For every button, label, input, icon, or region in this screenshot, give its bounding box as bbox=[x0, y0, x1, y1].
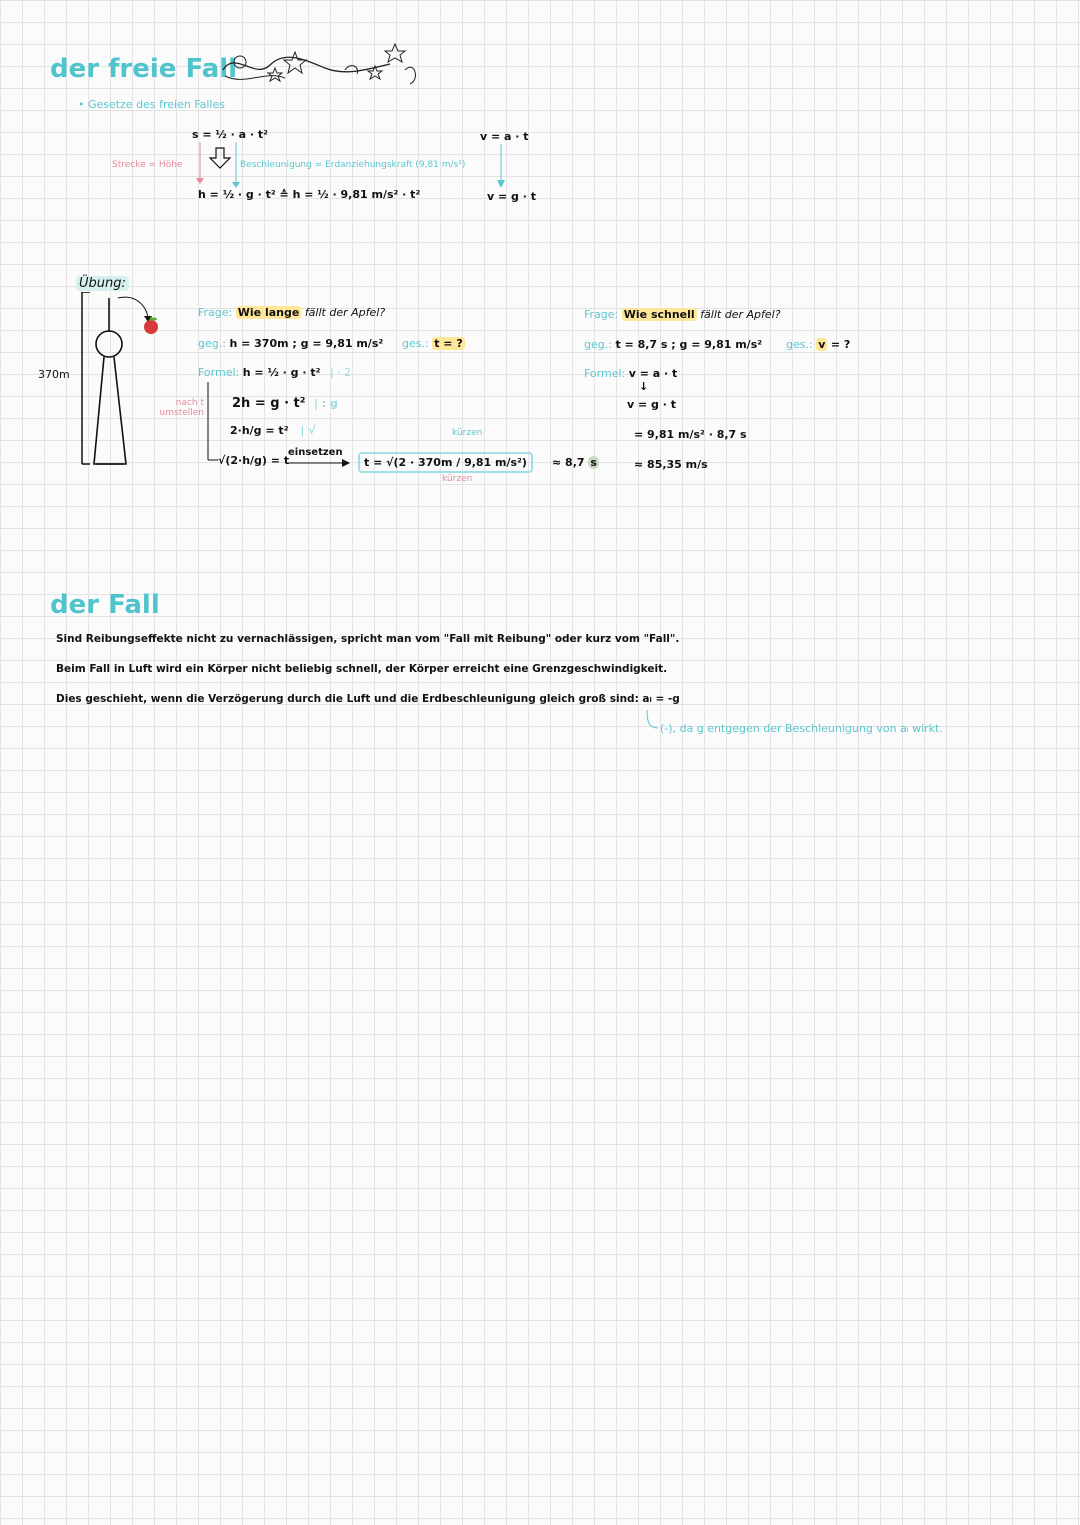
q2-formel-label: Formel: bbox=[584, 367, 626, 380]
q1-frage bbox=[198, 306, 385, 319]
q2-formel bbox=[584, 367, 677, 380]
q2-geg bbox=[584, 338, 762, 351]
q2-ges-label: ges.: bbox=[786, 338, 813, 351]
q1-formel-value: h = ½ · g · t² bbox=[242, 366, 321, 379]
formula-h: h = ½ · g · t² ≙ h = ½ · 9,81 m/s² · t² bbox=[198, 188, 421, 201]
exercise-label: Übung: bbox=[76, 276, 129, 291]
section2-title: der Fall bbox=[50, 590, 160, 620]
q2-frage-highlight: Wie schnell bbox=[623, 308, 695, 321]
q1-result-unit: s bbox=[590, 456, 597, 469]
note-arrow-icon bbox=[644, 710, 660, 734]
formula-s: s = ½ · a · t² bbox=[192, 128, 268, 141]
q1-formel bbox=[198, 366, 351, 379]
q1-step2-value: 2h = g · t² bbox=[232, 396, 306, 411]
einsetzen-arrow-icon bbox=[286, 458, 352, 468]
formula-v-gt: v = g · t bbox=[487, 190, 537, 203]
page-title: der freie Fall bbox=[50, 54, 238, 84]
note-beschleunigung: Beschleunigung = Erdanziehungskraft (9,81 m/s²) bbox=[240, 160, 466, 170]
subtitle: • Gesetze des freien Falles bbox=[78, 98, 225, 111]
q2-ges-suffix: = ? bbox=[830, 338, 851, 351]
q1-geg bbox=[198, 337, 383, 350]
q1-step4: √(2·h/g) = t bbox=[218, 454, 290, 467]
q2-step3: = 9,81 m/s² · 8,7 s bbox=[634, 428, 747, 441]
q1-step3 bbox=[230, 424, 316, 437]
q1-geg-label: geg.: bbox=[198, 337, 226, 350]
q1-op3: | √ bbox=[300, 424, 316, 437]
apple-icon bbox=[140, 314, 162, 336]
q1-result-expr: t = √(2 · 370m / 9,81 m/s²) bbox=[358, 452, 533, 473]
q2-frage-rest: fällt der Apfel? bbox=[700, 308, 781, 321]
q1-ges bbox=[402, 337, 465, 350]
q2-geg-value: t = 8,7 s ; g = 9,81 m/s² bbox=[615, 338, 763, 351]
q1-geg-value: h = 370m ; g = 9,81 m/s² bbox=[229, 337, 384, 350]
q1-step3-value: 2·h/g = t² bbox=[230, 424, 289, 437]
q2-ges bbox=[786, 338, 850, 351]
q2-frage-label: Frage: bbox=[584, 308, 619, 321]
q1-result-value: ≈ 8,7 bbox=[552, 456, 585, 469]
section2-line1: Sind Reibungseffekte nicht zu vernachlässigen, spricht man vom "Fall mit Reibung" oder kurz vom "Fall". bbox=[56, 633, 680, 645]
q1-formel-label: Formel: bbox=[198, 366, 240, 379]
height-label: 370m bbox=[38, 368, 70, 381]
q1-op1: | · 2 bbox=[329, 366, 352, 379]
q1-frage-rest: fällt der Apfel? bbox=[304, 306, 386, 319]
section2-note: (-), da g entgegen der Beschleunigung von aₗ wirkt. bbox=[660, 722, 943, 735]
q1-kuerzen-top: kürzen bbox=[452, 428, 483, 438]
decorative-swirl-icon bbox=[215, 40, 425, 90]
q2-geg-label: geg.: bbox=[584, 338, 612, 351]
q1-ges-label: ges.: bbox=[402, 337, 429, 350]
q1-kuerzen-bottom: kürzen bbox=[442, 474, 473, 484]
q1-nach-t-umstellen: nach t umstellen bbox=[159, 398, 204, 418]
q2-arrow: ↓ bbox=[639, 380, 649, 393]
q1-frage-highlight: Wie lange bbox=[237, 306, 300, 319]
q1-einsetzen: einsetzen bbox=[288, 447, 343, 458]
q2-ges-value: v bbox=[818, 338, 826, 351]
q1-frage-label: Frage: bbox=[198, 306, 233, 319]
q1-step2 bbox=[232, 396, 338, 411]
q2-frage bbox=[584, 308, 781, 321]
q1-ges-value: t = ? bbox=[434, 337, 463, 350]
section2-line3: Dies geschieht, wenn die Verzögerung durch die Luft und die Erdbeschleunigung gleich groß sind: aₗ = -g bbox=[56, 693, 680, 705]
q2-step2: v = g · t bbox=[627, 398, 677, 411]
q2-step4: ≈ 85,35 m/s bbox=[634, 458, 708, 471]
note-strecke-hoehe: Strecke = Höhe bbox=[112, 160, 183, 170]
q2-formel-value: v = a · t bbox=[628, 367, 678, 380]
section2-line2: Beim Fall in Luft wird ein Körper nicht beliebig schnell, der Körper erreicht eine Grenzgeschwindigkeit. bbox=[56, 663, 668, 675]
arrow-down-icon bbox=[494, 144, 508, 192]
q1-op2: | : g bbox=[313, 397, 338, 410]
q1-result bbox=[552, 456, 599, 469]
formula-v-at: v = a · t bbox=[480, 130, 529, 143]
